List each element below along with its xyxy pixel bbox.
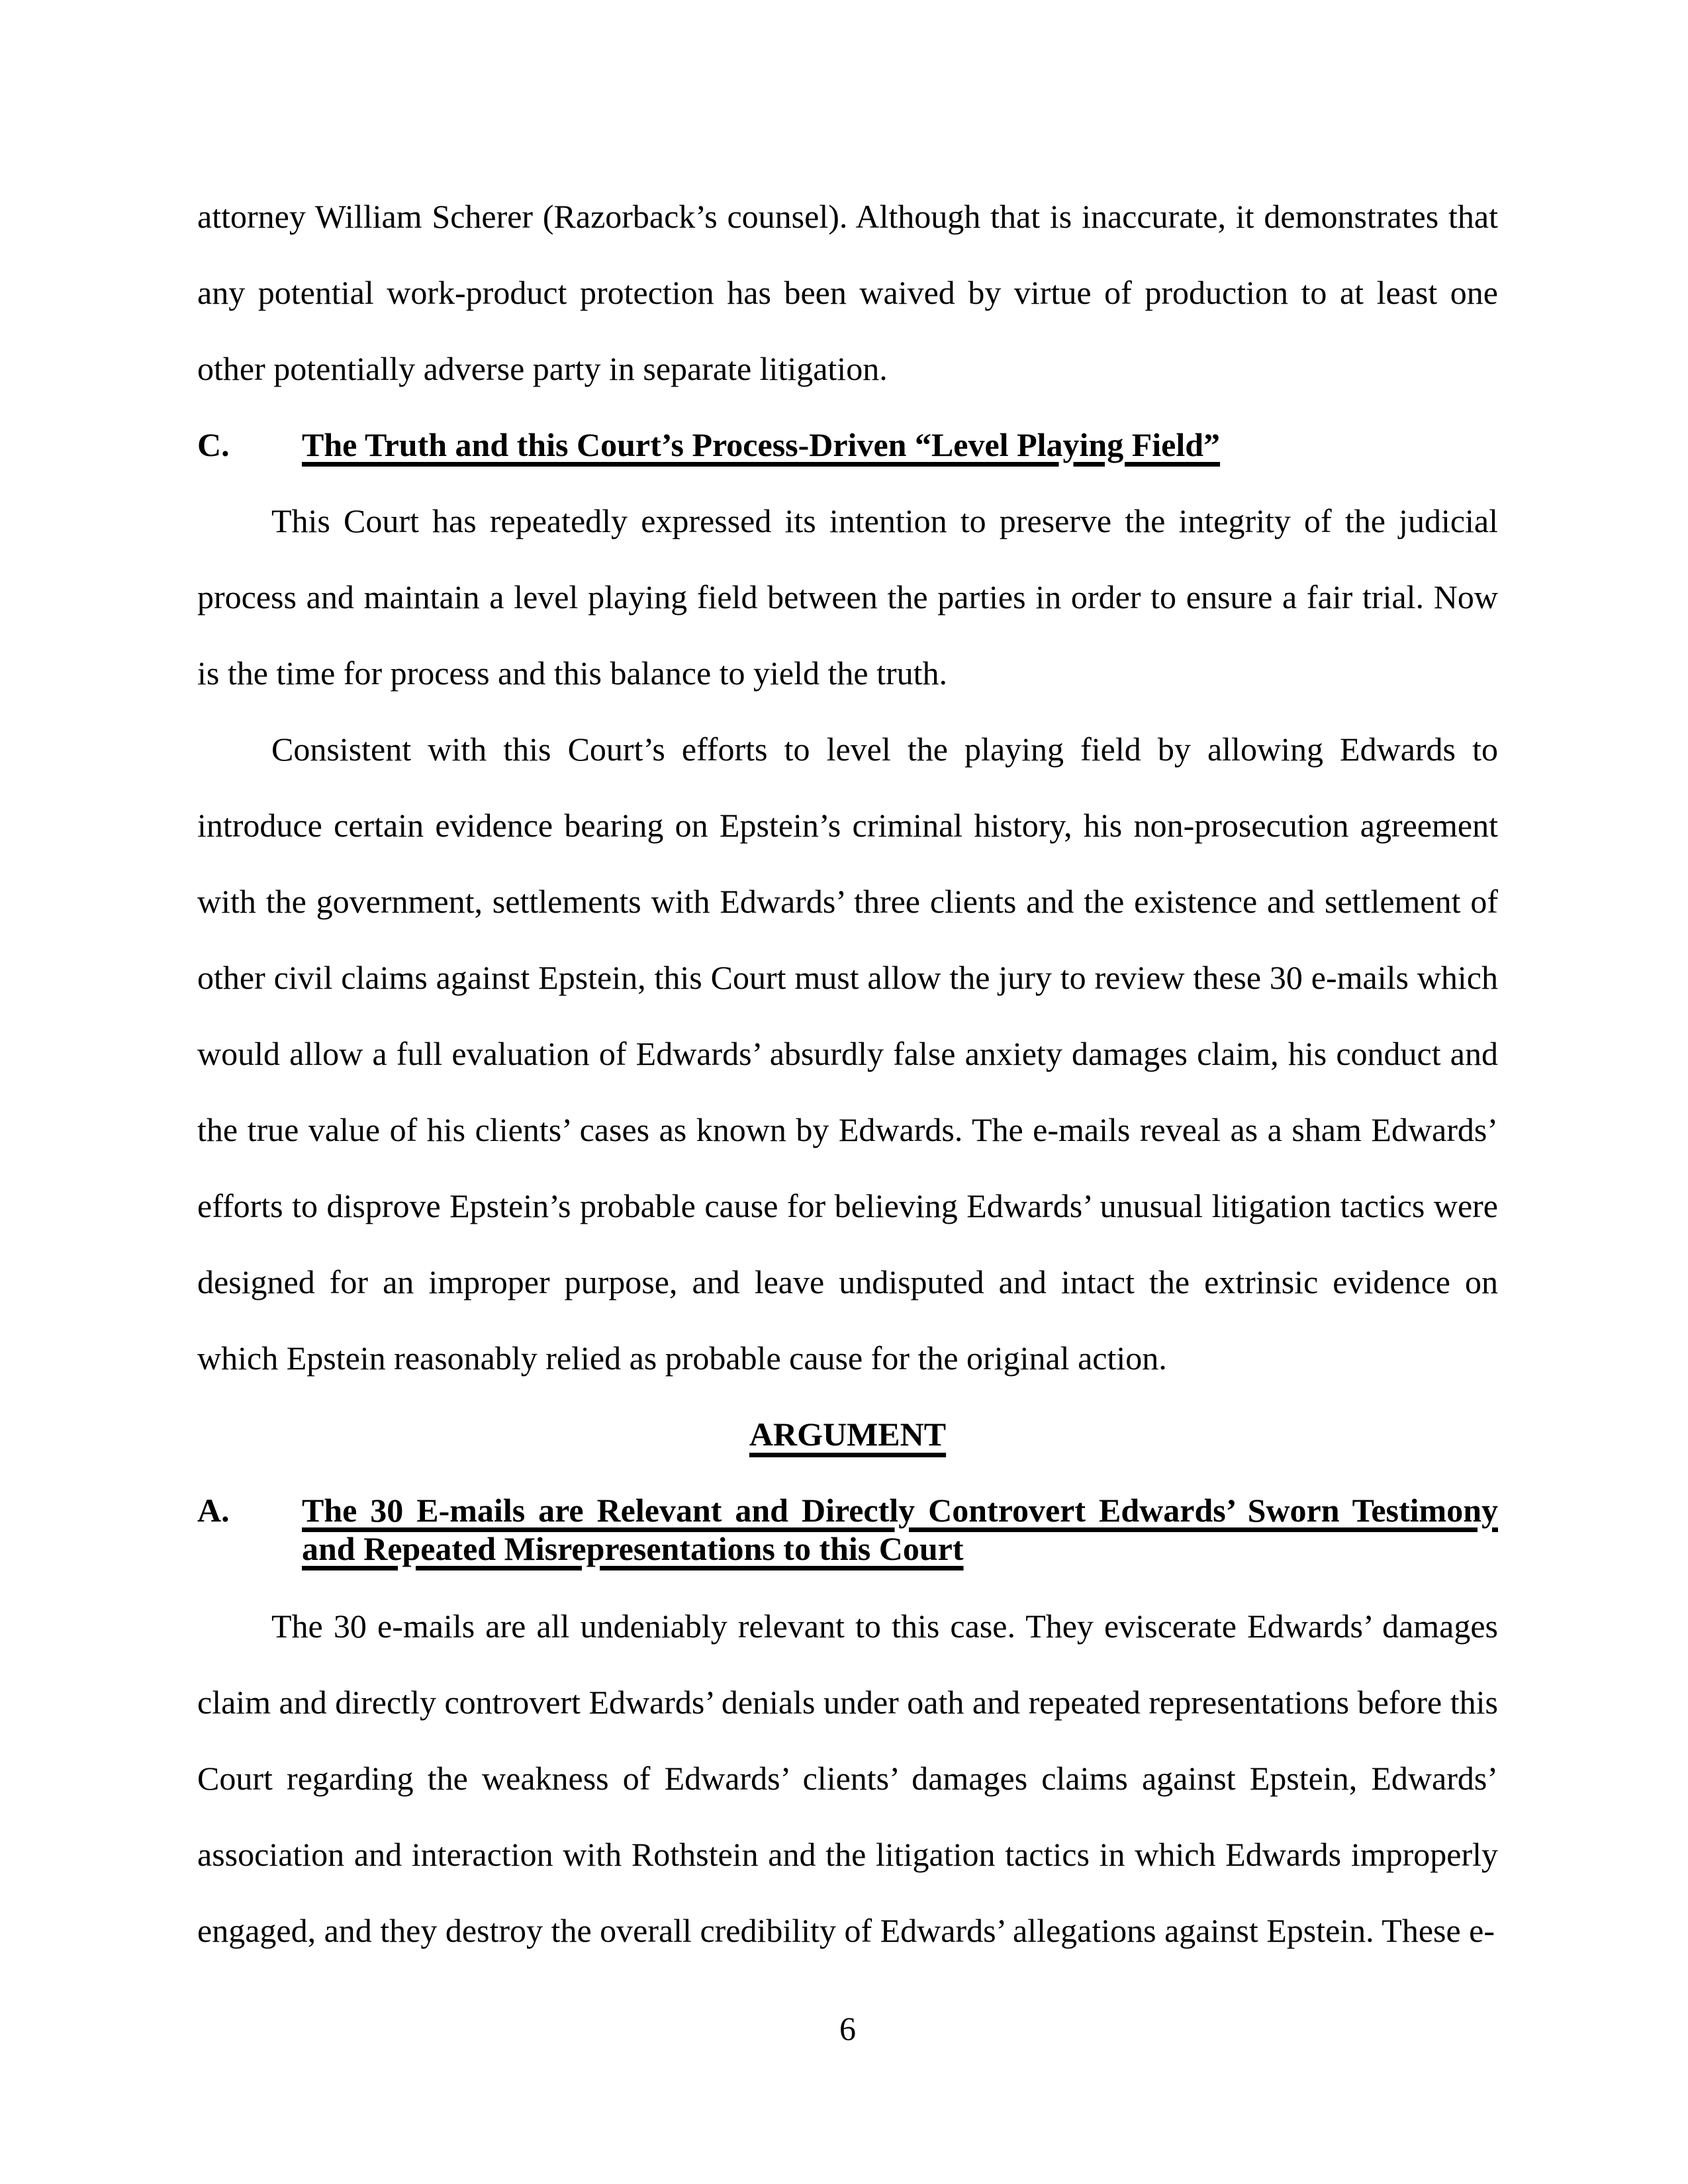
section-heading-a-title: The 30 E-mails are Relevant and Directly Controvert Edwards’ Sworn Testimony and Repeated Misrepresentations to this Court bbox=[302, 1492, 1498, 1567]
paragraph-consistent-efforts: Consistent with this Court’s efforts to level the playing field by allowing Edwards to introduce certain evidence bearing on Epstein’s criminal history, his non-prosecution agreement with the government, settlements with Edwards’ three clients and the existence and settlement of other civil claims against Epstein, this Court must allow the jury to review these 30 e-mails which would allow a full evaluation of Edwards’ absurdly false anxiety damages claim, his conduct and the true value of his clients’ cases as known by Edwards. The e-mails reveal as a sham Edwards’ efforts to disprove Epstein’s probable cause for believing Edwards’ unusual litigation tactics were designed for an improper purpose, and leave undisputed and intact the extrinsic evidence on which Epstein reasonably relied as probable cause for the original action. bbox=[197, 731, 1498, 1377]
section-heading-a bbox=[197, 1491, 1498, 1568]
argument-heading-text: ARGUMENT bbox=[749, 1416, 947, 1453]
paragraph-emails-relevant: The 30 e-mails are all undeniably relevant to this case. They eviscerate Edwards’ damages claim and directly controvert Edwards’ denials under oath and repeated representations before this Court regarding the weakness of Edwards’ clients’ damages claims against Epstein, Edwards’ association and interaction with Rothstein and the litigation tactics in which Edwards improperly engaged, and they destroy the overall credibility of Edwards’ allegations against Epstein. These e- bbox=[197, 1608, 1498, 1949]
argument-heading bbox=[197, 1396, 1498, 1473]
section-heading-c-title: The Truth and this Court’s Process-Driven “Level Playing Field” bbox=[302, 426, 1221, 463]
section-heading-c bbox=[197, 407, 1498, 483]
section-heading-a-label: A. bbox=[197, 1492, 230, 1529]
continuation-paragraph: attorney William Scherer (Razorback’s counsel). Although that is inaccurate, it demonstrates that any potential work-product protection has been waived by virtue of production to at least one other potentially adverse party in separate litigation. bbox=[197, 198, 1498, 387]
section-heading-c-label: C. bbox=[197, 426, 230, 463]
document-content bbox=[197, 179, 1498, 2067]
paragraph-level-playing-field: This Court has repeatedly expressed its intention to preserve the integrity of the judicial process and maintain a level playing field between the parties in order to ensure a fair trial. Now is the time for process and this balance to yield the truth. bbox=[197, 502, 1498, 692]
page-number: 6 bbox=[839, 2010, 856, 2047]
